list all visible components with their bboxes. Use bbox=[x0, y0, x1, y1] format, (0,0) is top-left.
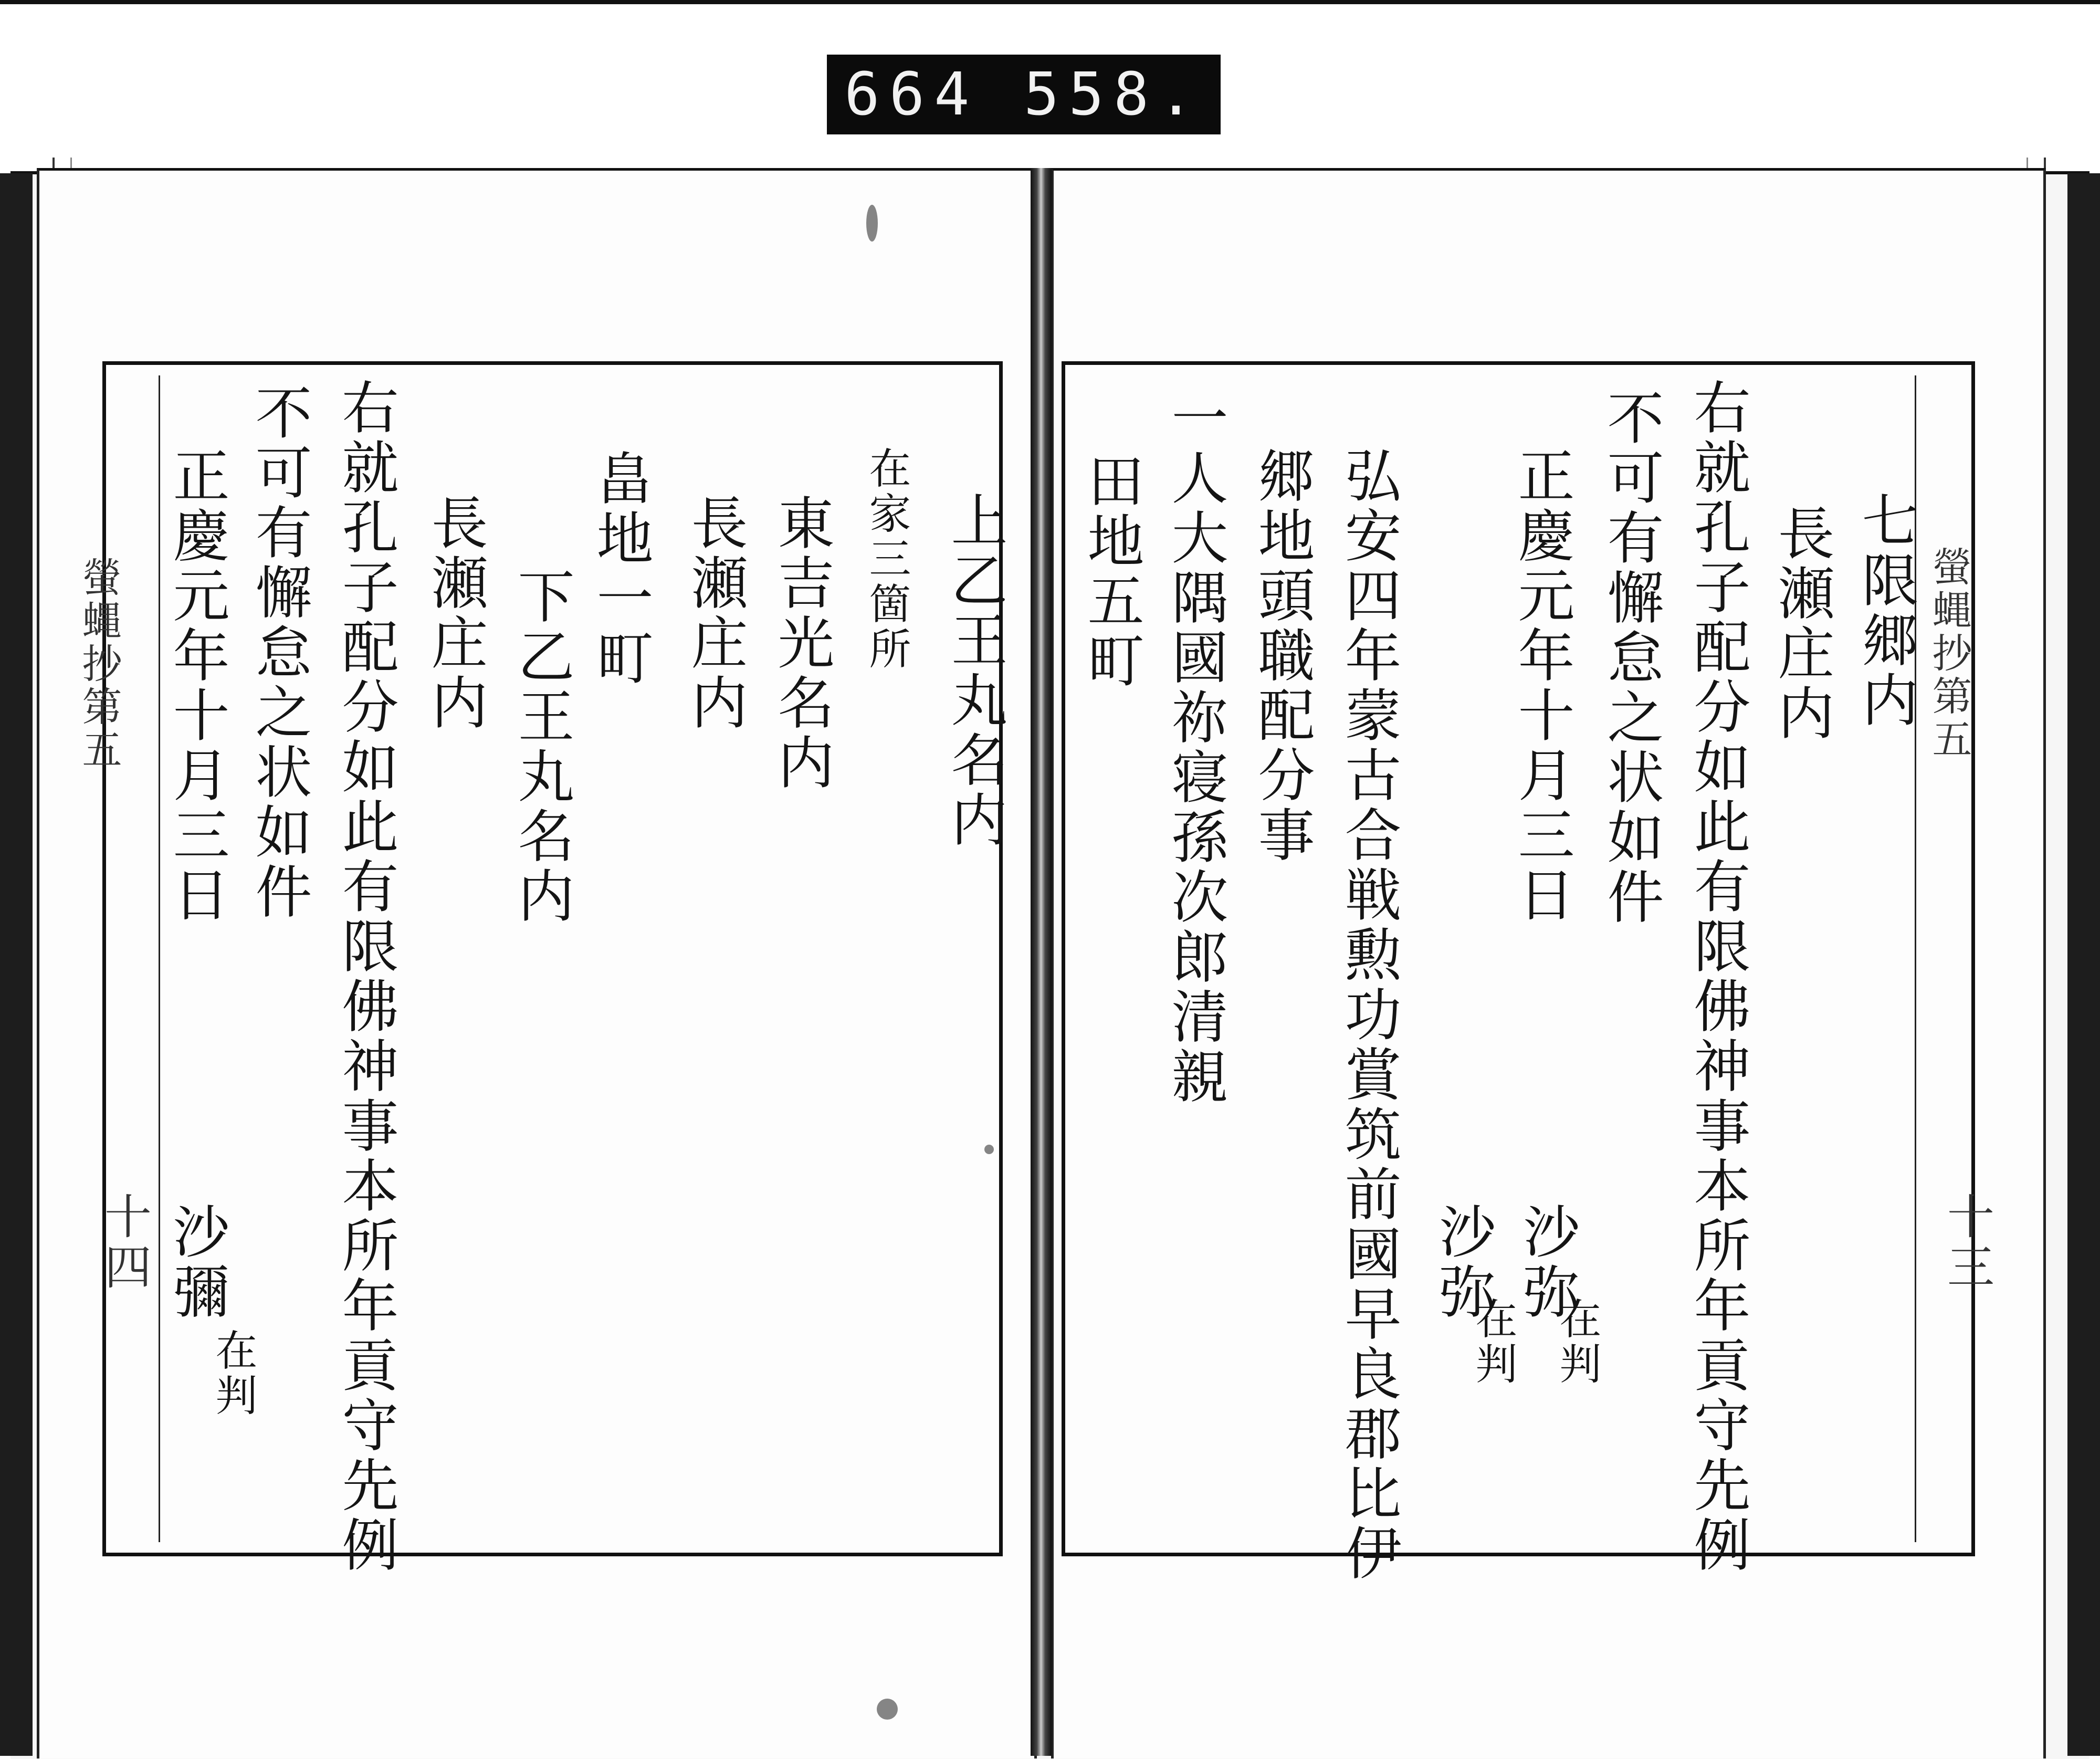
right-signature-2-seal: 在判 bbox=[1468, 1297, 1517, 1387]
frame-inner-rule bbox=[159, 375, 160, 1542]
right-col-4: 不可有懈怠之状如件 bbox=[1598, 389, 1663, 927]
scan-top-border bbox=[0, 0, 2100, 4]
left-col-5: 畠地一町 bbox=[587, 449, 653, 688]
left-col-3: 東吉光名内 bbox=[768, 494, 834, 793]
right-col-5: 正慶元年十月三日 bbox=[1508, 446, 1574, 925]
right-signature-2-name: 沙弥 bbox=[1430, 1202, 1495, 1322]
left-col-6: 下乙王丸名内 bbox=[508, 567, 574, 926]
right-folio-number: 十三 bbox=[1939, 1192, 1994, 1293]
left-col-9: 不可有懈怠之状如件 bbox=[246, 383, 311, 922]
right-signature-1-seal: 在判 bbox=[1552, 1297, 1601, 1387]
right-col-7: 郷地頭職配分事 bbox=[1248, 446, 1314, 865]
right-signature-1-name: 沙弥 bbox=[1514, 1202, 1579, 1322]
right-col-6: 弘安四年蒙古合戦勲功賞筑前國早良郡比伊 bbox=[1335, 446, 1401, 1584]
right-col-9: 田地五町 bbox=[1078, 452, 1143, 691]
left-col-10: 正慶元年十月三日 bbox=[163, 446, 229, 925]
left-book-edge bbox=[0, 173, 33, 1756]
left-signature-seal: 在判 bbox=[208, 1328, 257, 1419]
left-signature-name: 沙彌 bbox=[163, 1202, 229, 1322]
ink-speck bbox=[866, 205, 878, 242]
right-col-1: 七限郷内 bbox=[1852, 491, 1918, 730]
left-margin-title: 螢蝿抄第五 bbox=[76, 557, 122, 772]
left-col-8: 右就孔子配分如此有限佛神事本所年貢守先例 bbox=[332, 378, 398, 1575]
left-folio-number: 十四 bbox=[96, 1192, 151, 1293]
right-col-3: 右就孔子配分如此有限佛神事本所年貢守先例 bbox=[1684, 378, 1750, 1575]
book-spine bbox=[1031, 168, 1052, 1756]
right-col-2: 長瀬庄内 bbox=[1768, 504, 1834, 744]
right-col-8: 一人大隅國祢寝孫次郎清親 bbox=[1162, 389, 1227, 1107]
right-margin-title: 螢蝿抄第五 bbox=[1926, 546, 1972, 761]
right-book-edge bbox=[2067, 173, 2100, 1756]
left-col-7: 長瀬庄内 bbox=[422, 494, 487, 733]
ink-speck bbox=[877, 1699, 898, 1720]
left-col-1: 上乙王丸名内 bbox=[941, 491, 1007, 850]
left-col-2: 在家三箇所 bbox=[862, 446, 911, 672]
left-col-4: 長瀬庄内 bbox=[681, 494, 747, 733]
frame-number-label: 664 558. bbox=[827, 55, 1221, 134]
